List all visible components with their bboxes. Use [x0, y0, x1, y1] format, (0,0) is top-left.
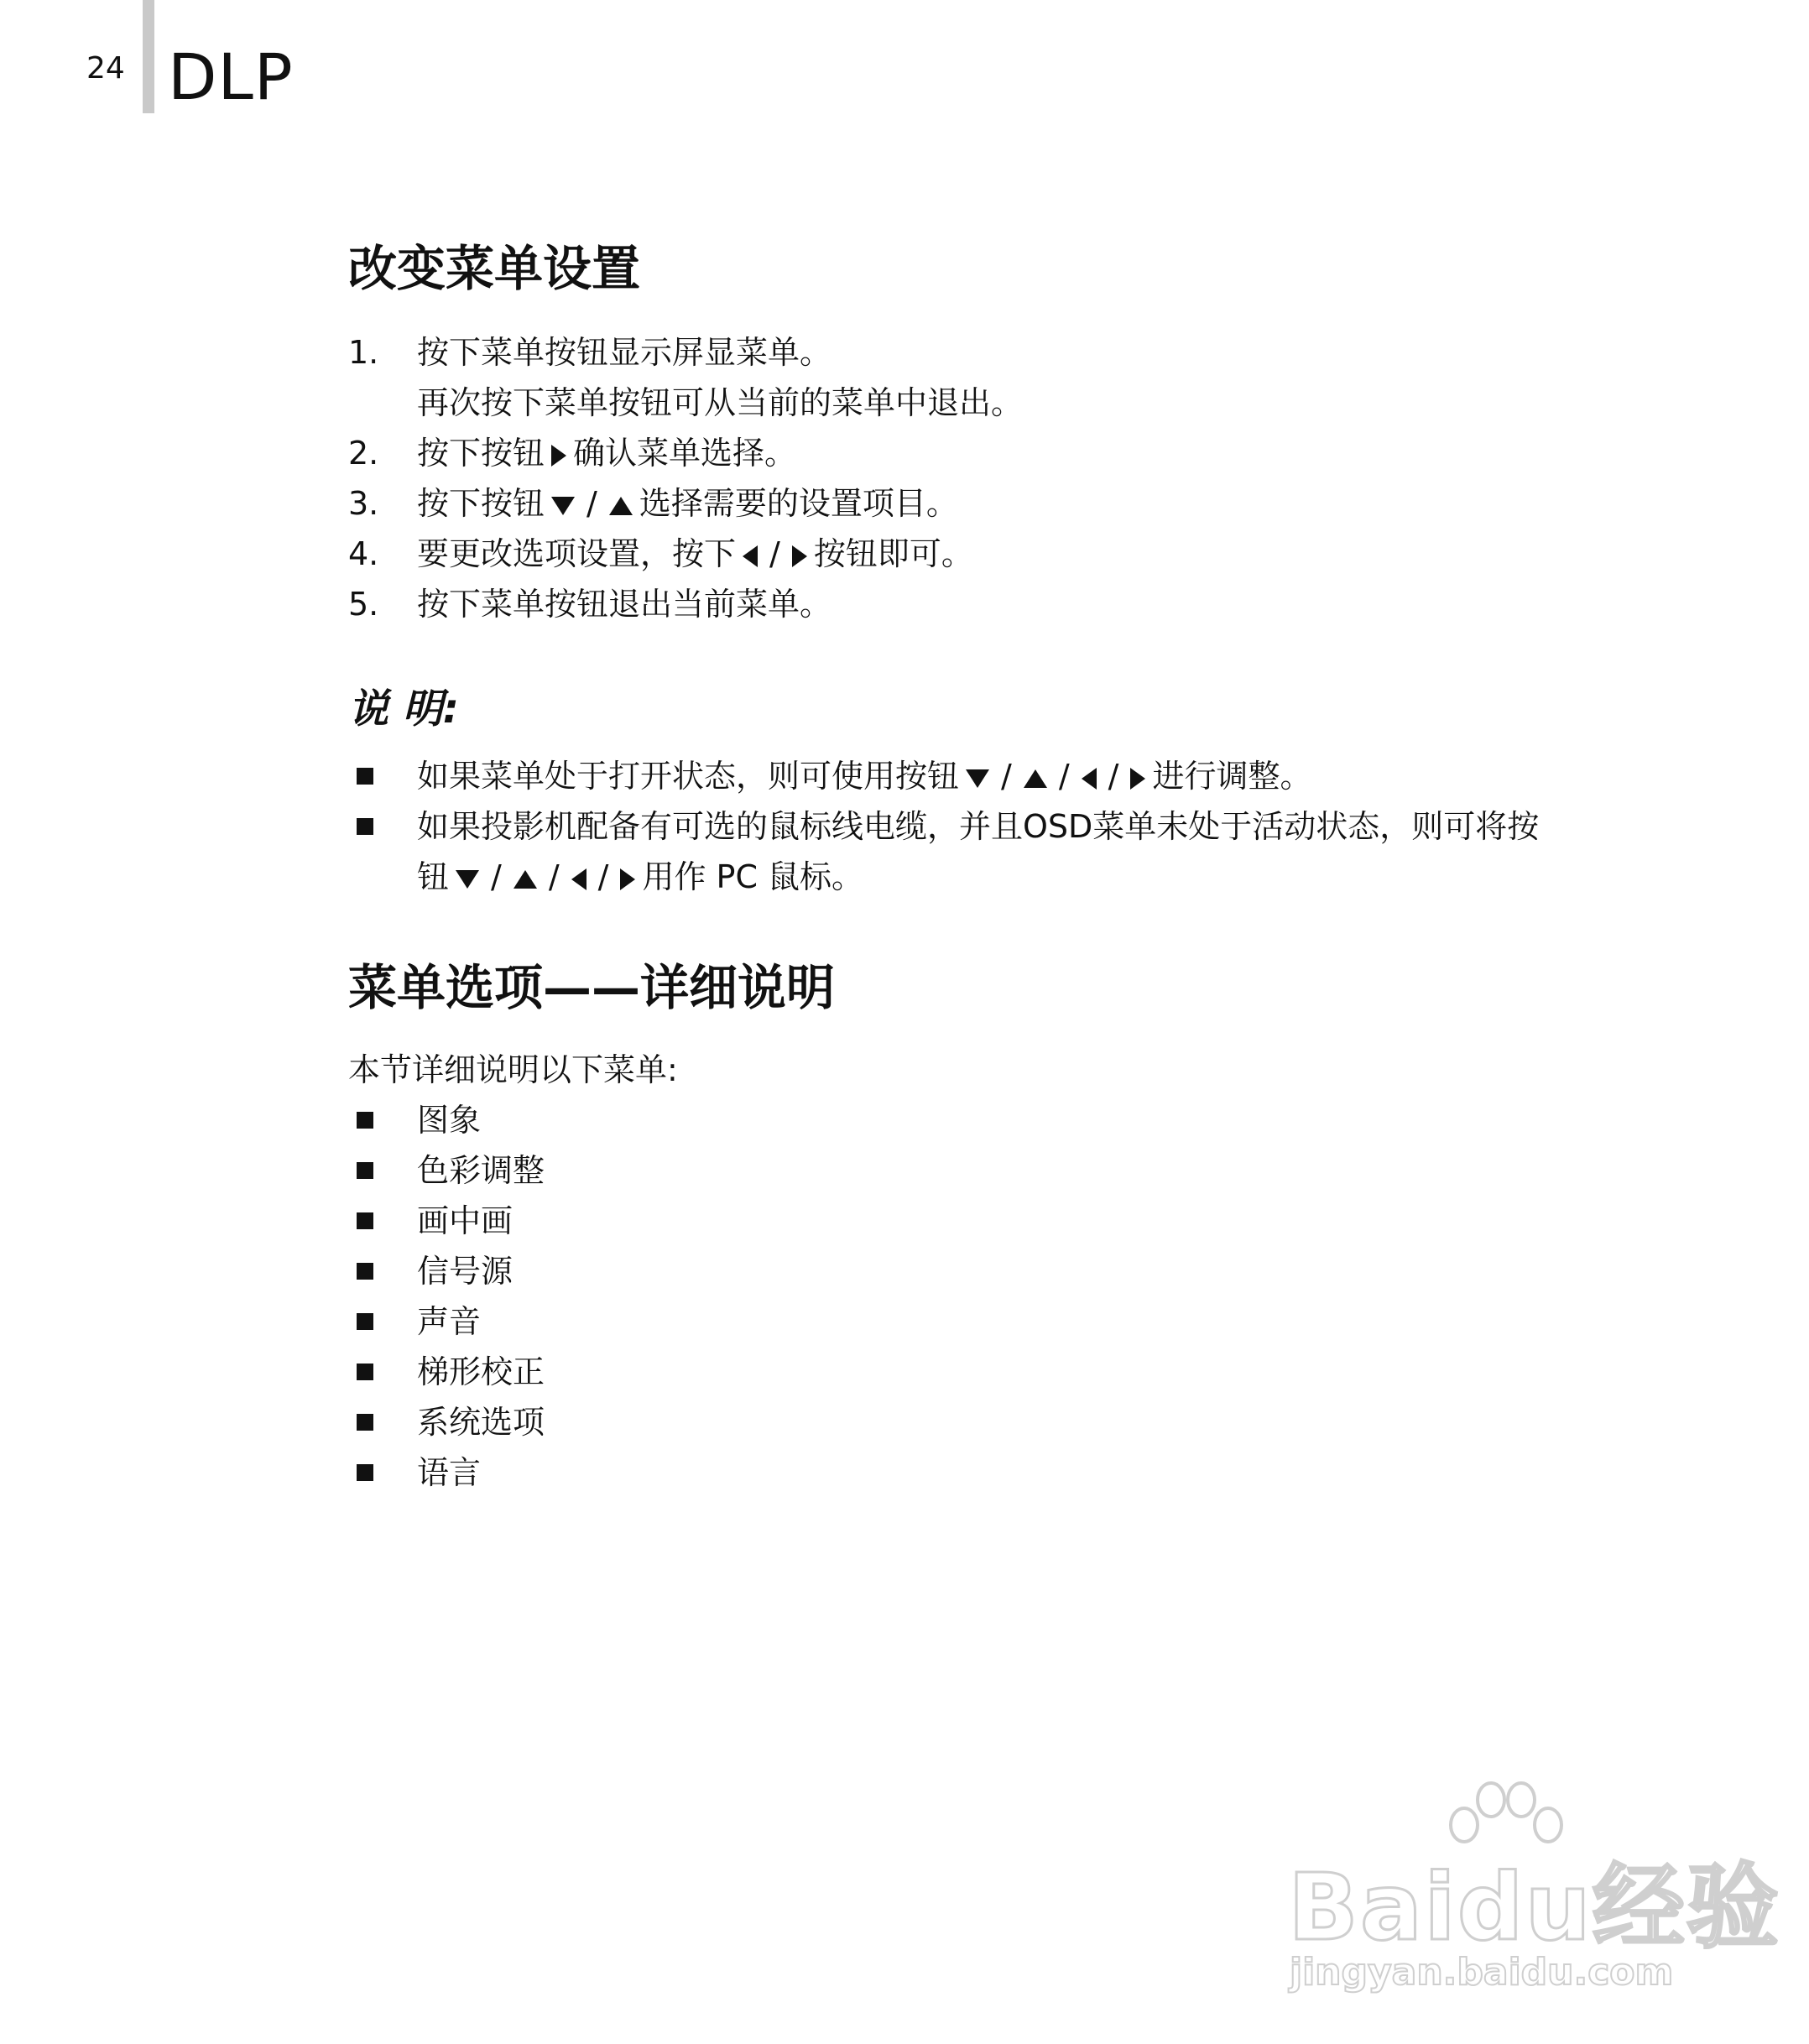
step-text-post: 按钮即可。 [813, 535, 973, 572]
right-arrow-icon [620, 868, 635, 890]
square-bullet-icon [357, 1364, 373, 1380]
down-arrow-icon [456, 870, 479, 889]
note-heading: 说 明: [348, 686, 459, 733]
square-bullet-icon [357, 818, 373, 835]
square-bullet-icon [357, 1464, 373, 1481]
square-bullet-icon [357, 1263, 373, 1280]
slash-separator: / [1001, 758, 1012, 795]
note-text-pre: 如果菜单处于打开状态，则可使用按钮 [417, 758, 960, 795]
note-text-post: 进行调整。 [1152, 758, 1312, 795]
slash-separator: / [597, 858, 609, 895]
watermark-logo: Baidu经验 [1288, 1854, 1780, 1961]
step-text: 按下菜单按钮退出当前菜单。 [417, 586, 832, 623]
down-arrow-icon [551, 497, 575, 515]
up-arrow-icon [514, 870, 537, 889]
left-arrow-icon [743, 545, 758, 567]
left-arrow-icon [1082, 768, 1097, 790]
watermark-url: jingyan.baidu.com [1290, 1951, 1674, 1994]
step-text: 再次按下菜单按钮可从当前的菜单中退出。 [417, 384, 1024, 421]
menu-item-label: 信号源 [417, 1253, 514, 1290]
section-heading-change-menu: 改变菜单设置 [348, 240, 641, 297]
step-number: 1. [348, 334, 379, 371]
step-number: 2. [348, 435, 379, 472]
page-number: 24 [86, 51, 125, 86]
page-title: DLP [168, 39, 294, 114]
menu-item-label: 图象 [417, 1102, 482, 1139]
left-arrow-icon [571, 868, 586, 890]
menu-item-label: 色彩调整 [417, 1152, 545, 1189]
step-text [417, 529, 973, 579]
right-arrow-icon [792, 545, 807, 567]
slash-separator: / [1108, 758, 1119, 795]
step-number: 4. [348, 535, 379, 572]
square-bullet-icon [357, 1414, 373, 1431]
menu-item-label: 声音 [417, 1303, 482, 1340]
step-text-pre: 按下按钮 [417, 485, 545, 522]
header-divider [143, 0, 154, 113]
baidu-watermark [1288, 1775, 1780, 1994]
right-arrow-icon [551, 445, 566, 467]
step-text-post: 确认菜单选择。 [573, 435, 797, 472]
slash-separator: / [769, 535, 780, 572]
step-text [417, 428, 796, 478]
up-arrow-icon [1024, 769, 1047, 788]
slash-separator: / [1058, 758, 1070, 795]
step-number: 5. [348, 586, 379, 623]
step-number: 3. [348, 485, 379, 522]
step-text-post: 选择需要的设置项目。 [639, 485, 958, 522]
menu-item-label: 画中画 [417, 1202, 514, 1239]
slash-separator: / [491, 858, 502, 895]
square-bullet-icon [357, 1212, 373, 1229]
menu-item-label: 梯形校正 [417, 1353, 545, 1390]
note-text [417, 751, 1311, 801]
note-text-pre: 钮 [417, 858, 450, 895]
up-arrow-icon [609, 497, 633, 515]
square-bullet-icon [357, 768, 373, 785]
section-heading-menu-options: 菜单选项——详细说明 [348, 959, 836, 1016]
square-bullet-icon [357, 1162, 373, 1179]
step-text-pre: 要更改选项设置，按下 [417, 535, 737, 572]
note-text: 如果投影机配备有可选的鼠标线电缆，并且OSD菜单未处于活动状态，则可将按 [417, 808, 1540, 845]
slash-separator: / [586, 485, 597, 522]
down-arrow-icon [966, 769, 989, 788]
square-bullet-icon [357, 1313, 373, 1330]
step-text [417, 478, 958, 529]
intro-text: 本节详细说明以下菜单: [348, 1051, 678, 1088]
menu-item-label: 系统选项 [417, 1404, 545, 1441]
step-text-pre: 按下按钮 [417, 435, 545, 472]
note-text-post: 用作 PC 鼠标。 [642, 858, 864, 895]
step-text: 按下菜单按钮显示屏显菜单。 [417, 334, 832, 371]
square-bullet-icon [357, 1112, 373, 1129]
menu-item-label: 语言 [417, 1454, 482, 1491]
slash-separator: / [548, 858, 560, 895]
right-arrow-icon [1130, 768, 1145, 790]
note-text [417, 852, 863, 902]
